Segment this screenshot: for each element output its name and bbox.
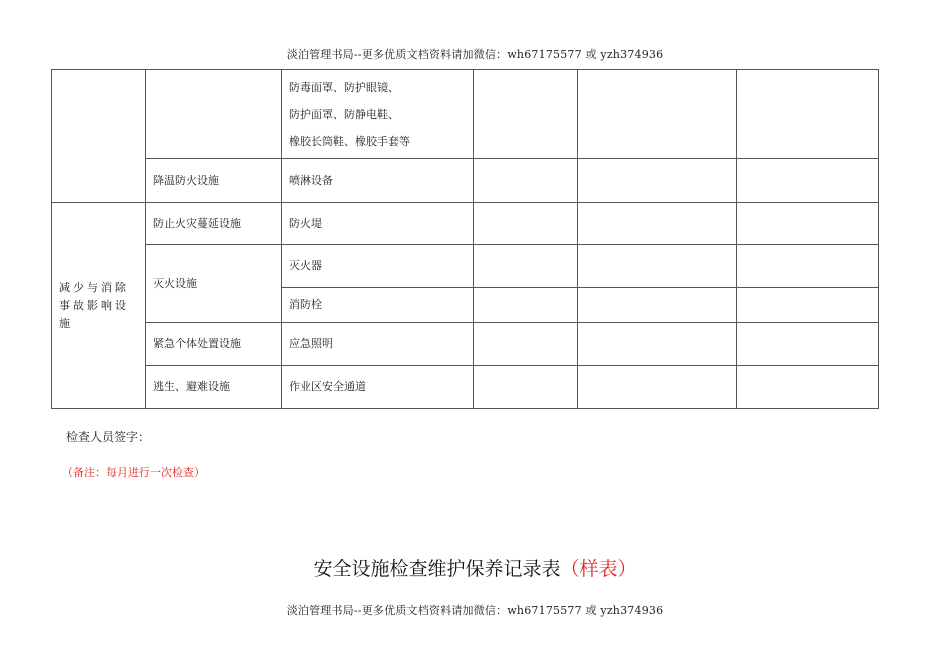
equipment-line: 防毒面罩、防护眼镜、: [289, 80, 399, 94]
table-row: [52, 366, 879, 409]
table-row: [52, 323, 879, 366]
blank-cell[interactable]: [474, 245, 578, 288]
blank-cell[interactable]: [737, 323, 879, 366]
table-row: [52, 245, 879, 288]
title-main: 安全设施检查维护保养记录表: [313, 558, 561, 580]
category-cell: 减少与消除事故影响设施: [52, 203, 146, 409]
page-footer-header: 淡泊管理书局--更多优质文档资料请加微信：wh67175577 或 yzh374936: [286, 604, 664, 617]
table-row: [52, 203, 879, 245]
type-cell: 灭火设施: [146, 245, 282, 323]
blank-cell[interactable]: [474, 288, 578, 323]
type-cell: 紧急个体处置设施: [146, 323, 282, 366]
blank-cell[interactable]: [474, 366, 578, 409]
inspection-table: [51, 69, 879, 409]
blank-cell[interactable]: [578, 366, 737, 409]
remark-note: （备注：每月进行一次检查）: [62, 466, 205, 479]
blank-cell[interactable]: [474, 159, 578, 203]
blank-cell[interactable]: [474, 70, 578, 159]
equipment-line: 防护面罩、防静电鞋、: [289, 107, 399, 121]
blank-cell[interactable]: [578, 70, 737, 159]
item-cell: 消防栓: [282, 288, 474, 323]
blank-cell[interactable]: [737, 203, 879, 245]
blank-cell[interactable]: [578, 203, 737, 245]
item-cell: 灭火器: [282, 245, 474, 288]
blank-cell[interactable]: [578, 288, 737, 323]
item-cell: 作业区安全通道: [282, 366, 474, 409]
blank-cell[interactable]: [474, 203, 578, 245]
blank-cell[interactable]: [474, 323, 578, 366]
signature-label: 检查人员签字：: [66, 430, 151, 444]
type-cell: [146, 70, 282, 159]
type-cell: 防止火灾蔓延设施: [146, 203, 282, 245]
category-cell: [52, 70, 146, 203]
equipment-cell: [282, 70, 474, 159]
blank-cell[interactable]: [578, 159, 737, 203]
blank-cell[interactable]: [578, 245, 737, 288]
blank-cell[interactable]: [578, 323, 737, 366]
item-cell: 喷淋设备: [282, 159, 474, 203]
equipment-line: 橡胶长筒鞋、橡胶手套等: [289, 134, 410, 148]
page-header: 淡泊管理书局--更多优质文档资料请加微信：wh67175577 或 yzh374936: [286, 48, 664, 61]
table-row: [52, 70, 879, 159]
page-title: [0, 554, 950, 581]
title-suffix: （样表）: [560, 558, 637, 580]
type-cell: 逃生、避难设施: [146, 366, 282, 409]
blank-cell[interactable]: [737, 366, 879, 409]
blank-cell[interactable]: [737, 159, 879, 203]
blank-cell[interactable]: [737, 245, 879, 288]
blank-cell[interactable]: [737, 288, 879, 323]
blank-cell[interactable]: [737, 70, 879, 159]
item-cell: 防火堤: [282, 203, 474, 245]
type-cell: 降温防火设施: [146, 159, 282, 203]
table-row: [52, 159, 879, 203]
item-cell: 应急照明: [282, 323, 474, 366]
